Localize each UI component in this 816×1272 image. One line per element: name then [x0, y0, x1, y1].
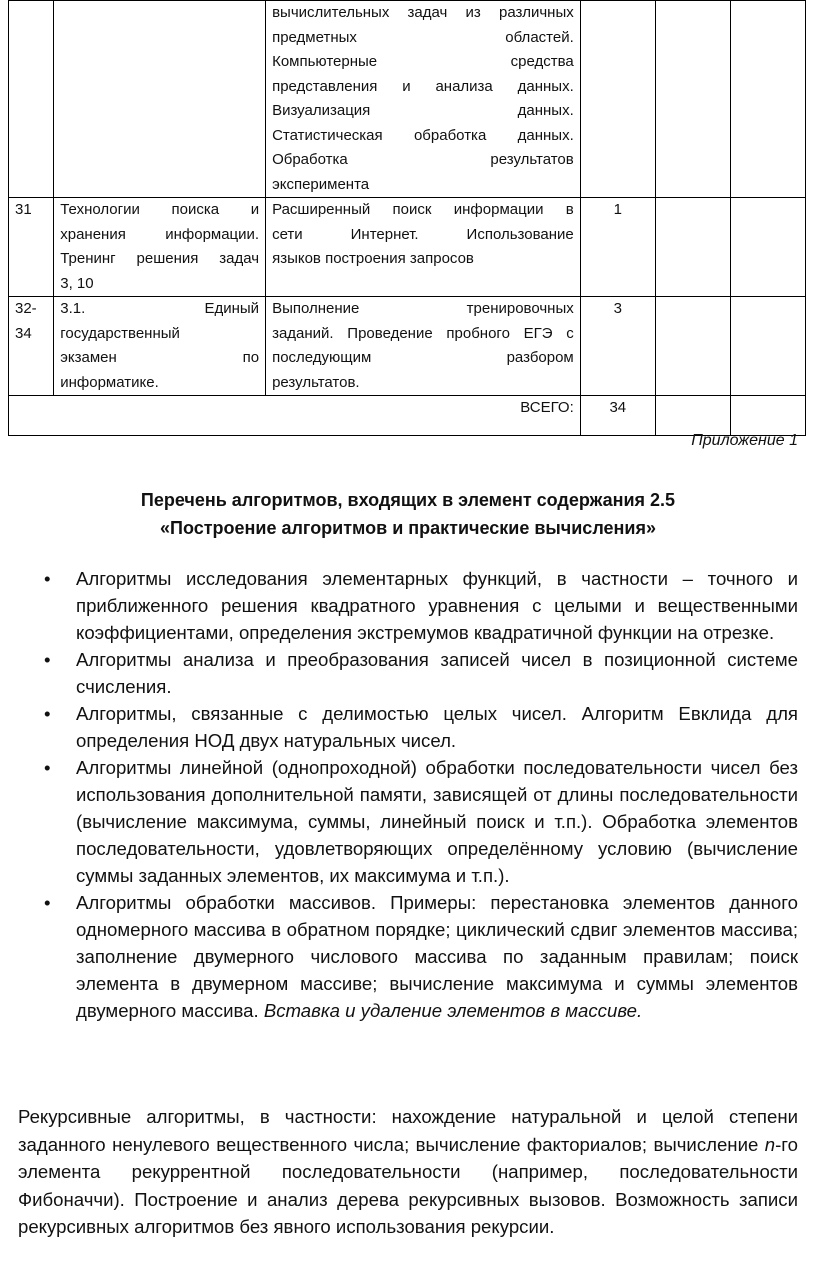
bullet-icon: • — [44, 703, 51, 724]
heading-line-1: Перечень алгоритмов, входящих в элемент содержания 2.5 — [140, 490, 676, 510]
empty-cell — [655, 396, 730, 436]
hours-value: 1 — [613, 201, 622, 218]
empty-cell — [655, 1, 730, 198]
empty-cell — [730, 297, 805, 396]
table-row — [9, 198, 806, 297]
appendix-label: Приложение 1 — [691, 432, 798, 449]
total-label-cell — [9, 396, 581, 436]
recursive-italic-n: n — [764, 1133, 776, 1155]
cell-text-line: 3, 10 — [60, 274, 94, 292]
cell-text-line: информатике. — [60, 373, 159, 391]
cell-text-line: эксперимента — [272, 175, 370, 193]
table-row — [9, 1, 806, 198]
topic-cell — [54, 297, 266, 396]
content-cell — [266, 297, 581, 396]
lesson-number: 32- 34 — [15, 300, 37, 342]
empty-cell — [730, 198, 805, 297]
cell-text-line: Статистическая обработка данных. — [272, 126, 574, 144]
section-heading — [0, 486, 816, 542]
list-item — [0, 565, 798, 646]
list-item-text: Алгоритмы исследования элементарных функций, в частности – точного и приближенного решения квадратного уравнения с целыми и вещественными коэффициентами, определения экстремумов квадратичной функции на отрезке. — [76, 568, 798, 643]
algorithm-list — [0, 565, 798, 1024]
topic-cell — [54, 198, 266, 297]
list-item — [0, 754, 798, 889]
lesson-plan-table — [8, 0, 806, 436]
recursive-text-start: Рекурсивные алгоритмы, в частности: нахождение натуральной и целой степени заданного ненулевого вещественного числа; вычисление факториалов; вычисление — [18, 1106, 798, 1155]
content-cell — [266, 1, 581, 198]
bullet-icon: • — [44, 757, 51, 778]
empty-cell — [655, 198, 730, 297]
lesson-number-cell — [9, 297, 54, 396]
cell-text-line: результатов. — [272, 373, 360, 391]
cell-text-line: Визуализация данных. — [272, 102, 574, 119]
cell-text-line: Компьютерные средства — [272, 53, 574, 70]
table-row — [9, 297, 806, 396]
lesson-plan-body — [9, 1, 806, 436]
bullet-icon: • — [44, 568, 51, 589]
list-item — [0, 889, 798, 1024]
total-row — [9, 396, 806, 436]
empty-cell — [655, 297, 730, 396]
cell-text-line: государственный — [60, 324, 180, 342]
list-item-text: Алгоритмы обработки массивов. Примеры: перестановка элементов данного одномерного массива в обратном порядке; циклический сдвиг элементов массива; заполнение двумерного числового массива по заданным правилам; поиск элемента в двумерном массиве; вычисление максимума и суммы элементов двумерного массива. — [76, 892, 798, 1021]
total-value-cell — [580, 396, 655, 436]
cell-text-line: 3.1. Единый — [60, 300, 260, 317]
list-item-text: Алгоритмы анализа и преобразования записей чисел в позиционной системе счисления. — [76, 649, 798, 697]
bullet-icon: • — [44, 892, 51, 913]
bullet-icon: • — [44, 649, 51, 670]
list-item-text: Алгоритмы линейной (однопроходной) обработки последовательности чисел без использования дополнительной памяти, зависящей от длины последовательности (вычисление максимума, суммы, линейный поиск и т.п.). Обработка элементов последовательности, удовлетворяющих определённому условию (вычисление суммы заданных элементов, их максимума и т.п.). — [76, 757, 798, 886]
hours-cell — [580, 198, 655, 297]
cell-text-line: хранения информации. — [60, 225, 260, 243]
cell-text-line: сети Интернет. Использование — [272, 225, 574, 243]
total-label: ВСЕГО: — [520, 399, 574, 416]
cell-text-line: Выполнение тренировочных — [272, 300, 574, 317]
heading-line-2: «Построение алгоритмов и практические вычисления» — [160, 518, 656, 538]
empty-cell — [730, 396, 805, 436]
total-value: 34 — [609, 399, 627, 416]
cell-text-line: Технологии поиска и — [60, 201, 260, 218]
cell-text-line: последующим разбором — [272, 349, 574, 366]
cell-text-line: вычислительных задач из различных — [272, 4, 574, 21]
hours-value: 3 — [613, 300, 622, 317]
lesson-number-cell — [9, 1, 54, 198]
cell-text-line: Тренинг решения задач — [60, 250, 260, 267]
hours-cell — [580, 1, 655, 198]
cell-text-line: представления и анализа данных. — [272, 77, 574, 95]
list-item — [0, 646, 798, 700]
list-item — [0, 700, 798, 754]
lesson-number-cell — [9, 198, 54, 297]
cell-text-line: Обработка результатов — [272, 151, 574, 168]
recursive-text-end: -го элемента рекуррентной последовательности (например, последовательности Фибоначчи). Построение и анализ дерева рекурсивных вызовов. Возможность записи рекурсивных алгоритмов без явного использования рекурсии. — [18, 1133, 798, 1237]
topic-cell — [54, 1, 266, 198]
hours-cell — [580, 297, 655, 396]
list-item-italic-text: Вставка и удаление элементов в массиве. — [263, 1000, 643, 1021]
content-cell — [266, 198, 581, 297]
cell-text-line: языков построения запросов — [272, 250, 474, 267]
cell-text-line: Расширенный поиск информации в — [272, 201, 574, 218]
lesson-number: 31 — [15, 201, 32, 218]
empty-cell — [730, 1, 805, 198]
list-item-text: Алгоритмы, связанные с делимостью целых чисел. Алгоритм Евклида для определения НОД двух натуральных чисел. — [76, 703, 798, 751]
cell-text-line: экзамен по — [60, 349, 260, 366]
cell-text-line: предметных областей. — [272, 28, 574, 46]
cell-text-line: заданий. Проведение пробного ЕГЭ с — [272, 324, 574, 342]
recursive-paragraph — [18, 1103, 798, 1241]
